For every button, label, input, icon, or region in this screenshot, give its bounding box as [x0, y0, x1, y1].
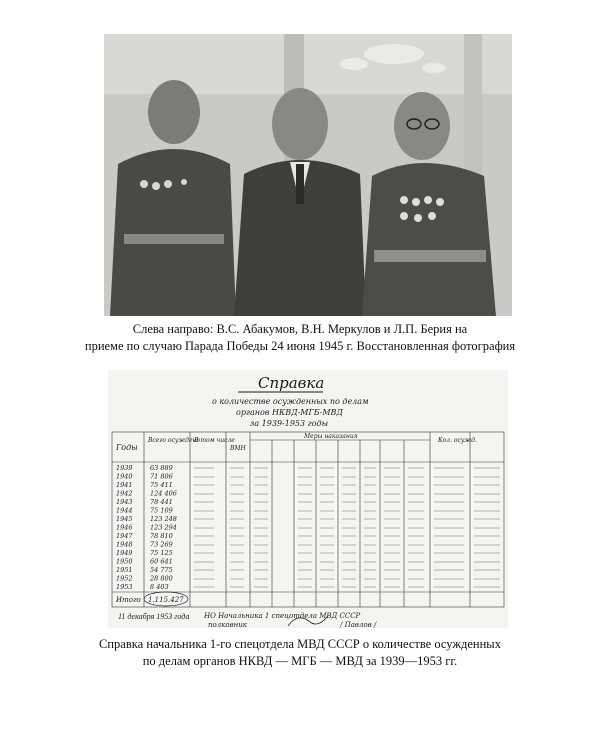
header-special: Кол. осужд. [438, 437, 477, 444]
total-cell: 75 411 [150, 481, 173, 489]
header-vmn: ВМН [230, 445, 246, 452]
document-subtitle-1: о количестве осужденных по делам [212, 397, 369, 406]
grand-total-value: 1.115.427 [148, 596, 184, 604]
photo-caption-line-2: приеме по случаю Парада Победы 24 июня 1945 г. Восстановленная фотография [84, 339, 516, 353]
year-cell: 1947 [116, 532, 133, 540]
year-cell: 1941 [116, 481, 133, 489]
year-cell: 1943 [116, 498, 133, 506]
total-cell: 60 641 [150, 557, 173, 566]
year-cell: 1951 [116, 566, 133, 574]
total-cell: 71 806 [150, 472, 173, 481]
year-cell: 1952 [116, 574, 133, 583]
total-cell: 78 441 [150, 498, 173, 506]
header-total: Всего осуждено [148, 437, 201, 444]
signature-name: / Павлов / [340, 621, 377, 628]
year-cell: 1945 [116, 515, 133, 523]
year-cell: 1942 [116, 489, 133, 498]
document-caption-line-1: Справка начальника 1-го спецотдела МВД СССР о количестве осужденных [99, 637, 501, 651]
document-date: 11 декабря 1953 года [118, 612, 190, 621]
total-cell: 75 125 [150, 549, 173, 557]
document-subtitle-2: органов НКВД-МГБ-МВД [236, 408, 343, 417]
total-cell: 123 294 [150, 523, 177, 532]
total-cell: 73 269 [150, 540, 173, 549]
document-subtitle-3: за 1939-1953 годы [250, 419, 329, 428]
year-cell: 1948 [116, 540, 133, 549]
signature-line-1: НО Начальника 1 спецотдела МВД СССР [204, 612, 361, 620]
total-cell: 28 800 [150, 574, 173, 583]
year-cell: 1949 [116, 549, 133, 557]
total-cell: 78 810 [150, 532, 173, 540]
document-caption [60, 636, 540, 670]
photo-caption [60, 321, 540, 355]
year-cell: 1939 [116, 464, 133, 472]
document-caption-line-2: по делам органов НКВД — МГБ — МВД за 1939—1953 гг. [142, 654, 458, 668]
total-cell: 54 775 [150, 566, 173, 574]
historical-photo [104, 34, 512, 316]
document-title: Справка [258, 374, 325, 392]
header-of-them: В том числе [194, 437, 235, 444]
total-cell: 8 403 [150, 583, 169, 591]
photo-illustration [104, 34, 512, 316]
total-cell: 123 248 [150, 515, 177, 523]
signature-line-2: полковник [208, 621, 247, 628]
year-cell: 1946 [116, 523, 133, 532]
total-cell: 75 109 [150, 506, 173, 515]
year-cell: 1944 [116, 506, 133, 515]
year-cell: 1950 [116, 557, 133, 566]
photo-caption-line-1: Слева направо: В.С. Абакумов, В.Н. Меркулов и Л.П. Берия на [132, 322, 468, 336]
header-measures: Меры наказания [304, 433, 358, 440]
total-cell: 124 406 [150, 489, 177, 498]
header-years: Годы [116, 443, 138, 452]
handwritten-statistics-document [108, 370, 508, 628]
total-cell: 63 889 [150, 464, 173, 472]
year-cell: 1940 [116, 472, 133, 481]
document-sheet [108, 370, 508, 628]
total-row-label: Итого [116, 596, 141, 604]
year-cell: 1953 [116, 583, 133, 591]
